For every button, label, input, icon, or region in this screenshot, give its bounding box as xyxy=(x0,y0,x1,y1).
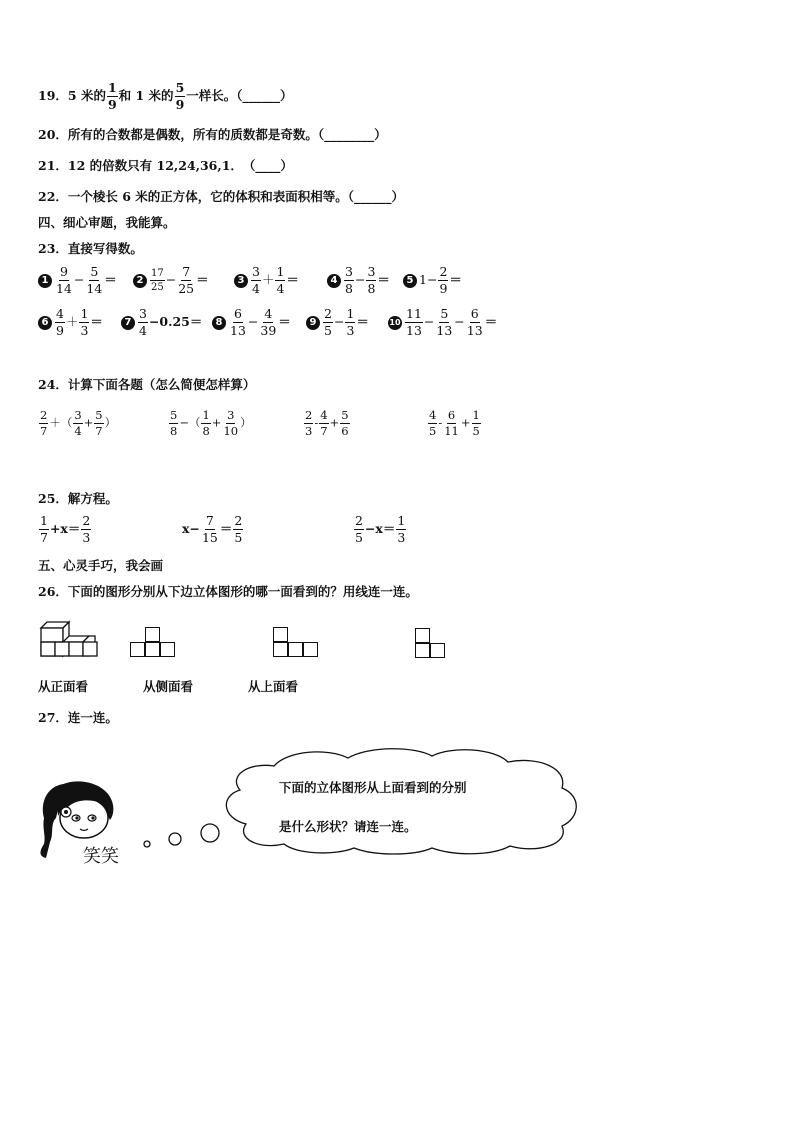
calc-item-1: 1 $\frac{9}{14}$ − $\frac{5}{14}$ ＝ xyxy=(38,266,117,295)
q24-expression-4: $\frac{4}{5}$ - $\frac{6}{11}$ + $\frac{1}{5}$ xyxy=(429,408,480,438)
girl-name-label: 笑笑 xyxy=(83,846,119,867)
number-marker: 6 xyxy=(38,316,52,330)
q19-text-end: 一样长。（______） xyxy=(186,88,293,103)
question-20: 20．所有的合数都是偶数，所有的质数都是奇数。（________） xyxy=(38,127,387,142)
q25-equation-1: $\frac{1}{7}$ +x＝ $\frac{2}{3}$ xyxy=(40,513,91,545)
q25-equation-2: x− $\frac{7}{15}$ ＝ $\frac{2}{5}$ xyxy=(182,513,243,545)
calc-item-7: 7 $\frac{3}{4}$ −0.25＝ xyxy=(121,308,202,337)
number-marker: 9 xyxy=(306,316,320,330)
calc-item-10: 10 $\frac{11}{13}$ − $\frac{5}{13}$ − $\frac{6}{13}$ ＝ xyxy=(389,306,498,338)
question-24-title: 24．计算下面各题（怎么简便怎样算） xyxy=(38,377,256,392)
label-top-view: 从上面看 xyxy=(248,679,299,694)
question-21: 21．12 的倍数只有 12,24,36,1． （____） xyxy=(38,158,293,173)
question-25-title: 25．解方程。 xyxy=(38,491,118,506)
calc-item-3: 3 $\frac{3}{4}$ ＋ $\frac{1}{4}$ ＝ xyxy=(234,266,299,295)
number-marker: 2 xyxy=(133,274,147,288)
calc-item-8: 8 $\frac{6}{13}$ − $\frac{4}{39}$ ＝ xyxy=(212,308,291,337)
fraction: $\frac{5}{9}$ xyxy=(175,80,185,112)
q24-expression-2: $\frac{5}{8}$ −（ $\frac{1}{8}$ + $\frac{3}{10}$ ） xyxy=(170,408,252,438)
section-5-heading: 五、心灵手巧，我会画 xyxy=(38,558,164,573)
question-23-title: 23．直接写得数。 xyxy=(38,241,143,256)
number-marker: 1 xyxy=(38,274,52,288)
calc-item-5: 5 1− $\frac{2}{9}$ ＝ xyxy=(403,266,462,295)
question-19 xyxy=(38,82,293,111)
calc-item-9: 9 $\frac{2}{5}$ − $\frac{1}{3}$ ＝ xyxy=(306,308,369,337)
calc-item-6: 6 $\frac{4}{9}$ ＋ $\frac{1}{3}$ ＝ xyxy=(38,308,103,337)
q19-text-start: 19．5 米的 xyxy=(38,88,106,103)
number-marker: 4 xyxy=(327,274,341,288)
q19-text-mid: 和 1 米的 xyxy=(118,88,174,103)
q24-expression-3: $\frac{2}{3}$ - $\frac{4}{7}$ + $\frac{5}{6}$ xyxy=(305,408,349,438)
q25-equation-3: $\frac{2}{5}$ −x＝ $\frac{1}{3}$ xyxy=(355,513,406,545)
thought-bubbles xyxy=(138,820,222,852)
solid-figure xyxy=(38,618,100,660)
number-marker: 3 xyxy=(234,274,248,288)
number-marker: 10 xyxy=(388,316,402,330)
speech-cloud xyxy=(218,748,586,856)
label-front-view: 从正面看 xyxy=(38,679,89,694)
label-side-view: 从侧面看 xyxy=(143,679,194,694)
number-marker: 5 xyxy=(403,274,417,288)
number-marker: 7 xyxy=(121,316,135,330)
number-marker: 8 xyxy=(212,316,226,330)
calc-item-2: 2 $\frac{17}{25}$ − $\frac{7}{25}$ ＝ xyxy=(133,266,209,295)
question-22: 22．一个棱长 6 米的正方体，它的体积和表面积相等。（______） xyxy=(38,189,405,204)
question-27-title: 27．连一连。 xyxy=(38,710,118,725)
q24-expression-1: $\frac{2}{7}$ ＋（ $\frac{3}{4}$ + $\frac{5}{7}$ ） xyxy=(40,408,117,438)
calc-item-4: 4 $\frac{3}{8}$ − $\frac{3}{8}$ ＝ xyxy=(327,266,390,295)
section-4-heading: 四、细心审题，我能算。 xyxy=(38,215,176,230)
cloud-text-line-2: 是什么形状？请连一连。 xyxy=(279,819,417,834)
question-26-title: 26．下面的图形分别从下边立体图形的哪一面看到的？用线连一连。 xyxy=(38,584,418,599)
fraction: $\frac{1}{9}$ xyxy=(107,80,117,112)
cloud-text-line-1: 下面的立体图形从上面看到的分别 xyxy=(279,780,467,795)
